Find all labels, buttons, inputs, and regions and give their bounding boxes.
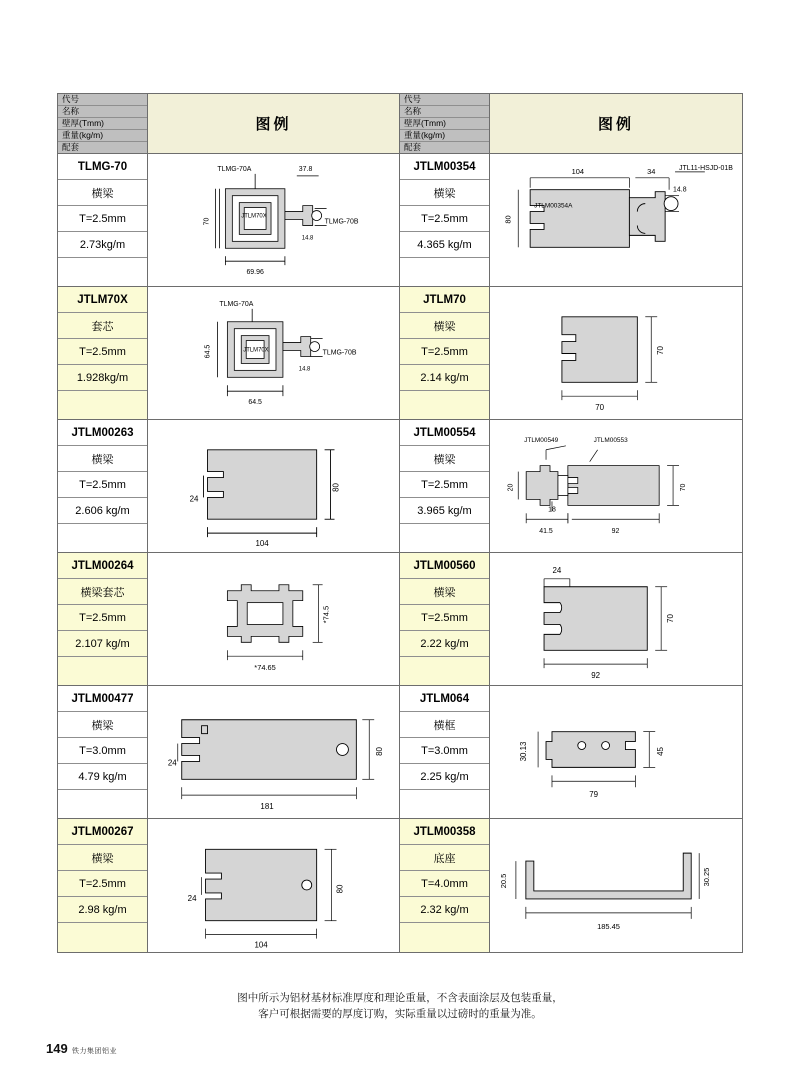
table-row xyxy=(400,686,742,819)
figure-label: 45 xyxy=(656,747,666,756)
figure-label: 24 xyxy=(167,758,177,768)
figure-label: 104 xyxy=(255,539,269,549)
row-spec-cells xyxy=(400,553,490,685)
profile-name: 横梁 xyxy=(400,579,489,605)
footnote xyxy=(57,990,743,1023)
figure-label: 41.5 xyxy=(539,528,553,536)
profile-figure xyxy=(490,287,742,419)
profile-matching xyxy=(400,923,489,952)
table-column-right xyxy=(400,94,742,952)
figure-label: 104 xyxy=(571,166,585,176)
profile-name: 横梁 xyxy=(58,712,147,738)
profile-figure xyxy=(490,420,742,552)
figure-label: 79 xyxy=(589,790,599,800)
row-spec-cells xyxy=(400,420,490,552)
figure-label: 14.8 xyxy=(301,235,314,242)
profile-name: 横梁 xyxy=(58,845,147,871)
page-number: 149 xyxy=(46,1041,68,1056)
profile-thickness: T=2.5mm xyxy=(58,339,147,365)
header-label-thickness: 壁厚(Tmm) xyxy=(400,118,489,130)
profile-matching xyxy=(400,657,489,685)
figure-label: TLMG-70B xyxy=(324,218,359,226)
table-row xyxy=(400,420,742,553)
profile-weight: 2.107 kg/m xyxy=(58,631,147,657)
profile-figure xyxy=(148,686,399,818)
profile-code: JTLM00263 xyxy=(58,420,147,446)
profile-thickness: T=2.5mm xyxy=(400,472,489,498)
profile-matching xyxy=(58,790,147,818)
profile-figure xyxy=(490,819,742,952)
header-label-code: 代号 xyxy=(400,94,489,106)
figure-label: 20 xyxy=(507,483,515,492)
header-label-matching: 配套 xyxy=(404,142,422,153)
profile-code: JTLM00264 xyxy=(58,553,147,579)
figure-label: 64.5 xyxy=(248,399,262,407)
table-row xyxy=(58,819,399,952)
figure-label: 181 xyxy=(260,802,274,812)
header-label-stack xyxy=(58,94,148,153)
profile-code: JTLM00354 xyxy=(400,154,489,180)
profile-weight: 2.22 kg/m xyxy=(400,631,489,657)
profile-weight: 2.98 kg/m xyxy=(58,897,147,923)
profile-thickness: T=2.5mm xyxy=(400,605,489,631)
figure-label: 80 xyxy=(335,884,345,894)
header-label-code: 代号 xyxy=(58,94,147,106)
profile-thickness: T=2.5mm xyxy=(400,206,489,232)
figure-label: 70 xyxy=(679,483,687,492)
figure-label: 20.5 xyxy=(498,873,508,889)
table-header-left xyxy=(58,94,399,154)
header-label-matching: 配套 xyxy=(62,142,80,153)
row-spec-cells xyxy=(400,287,490,419)
figure-label: *74.65 xyxy=(254,663,276,673)
figure-label: 64.5 xyxy=(204,344,212,359)
figure-label: TLMG-70A xyxy=(219,300,254,308)
figure-label: JTLM00553 xyxy=(593,436,628,444)
row-spec-cells xyxy=(58,686,148,818)
row-spec-cells xyxy=(58,420,148,552)
profile-code: JTLM70 xyxy=(400,287,489,313)
footer-logo: 铁力集团铝业 xyxy=(72,1048,117,1055)
profile-thickness: T=2.5mm xyxy=(58,206,147,232)
profile-thickness: T=2.5mm xyxy=(58,605,147,631)
header-label-name: 名称 xyxy=(400,106,489,118)
figure-label: 24 xyxy=(552,565,562,575)
profile-figure xyxy=(490,154,742,286)
profile-name: 横梁 xyxy=(400,180,489,206)
header-label-name: 名称 xyxy=(58,106,147,118)
figure-label: 80 xyxy=(331,483,341,492)
figure-label: JTLM00354A xyxy=(534,202,573,210)
table-row xyxy=(58,420,399,553)
profile-weight: 1.928kg/m xyxy=(58,365,147,391)
figure-label: 70 xyxy=(595,403,605,413)
figure-label: 80 xyxy=(375,747,385,756)
figure-label: 92 xyxy=(611,528,620,536)
figure-label: 30.13 xyxy=(519,741,529,762)
profile-figure xyxy=(148,420,399,552)
profile-figure xyxy=(490,553,742,685)
table-header-right xyxy=(400,94,742,154)
profile-code: TLMG-70 xyxy=(58,154,147,180)
profile-code: JTLM70X xyxy=(58,287,147,313)
profile-matching xyxy=(58,524,147,552)
profile-code: JTLM00560 xyxy=(400,553,489,579)
figure-label: 185.45 xyxy=(597,921,620,931)
figure-label: 30.25 xyxy=(702,867,712,887)
figure-label: JTL11-HSJD-01B xyxy=(679,164,733,172)
figure-label: 14.8 xyxy=(673,186,687,194)
table-row xyxy=(58,154,399,287)
figure-label: JTLM70X xyxy=(243,347,269,354)
header-figure-title: 图例 xyxy=(490,94,742,153)
profile-weight: 2.73kg/m xyxy=(58,232,147,258)
profile-name: 横梁套芯 xyxy=(58,579,147,605)
profile-name: 套芯 xyxy=(58,313,147,339)
figure-label: 92 xyxy=(591,671,601,681)
profile-weight: 4.365 kg/m xyxy=(400,232,489,258)
table-row xyxy=(58,287,399,420)
profile-figure xyxy=(148,154,399,286)
row-spec-cells xyxy=(400,819,490,952)
profile-name: 横梁 xyxy=(400,446,489,472)
figure-label: JTLM70X xyxy=(241,213,267,220)
profile-figure xyxy=(490,686,742,818)
table-row xyxy=(58,553,399,686)
profile-weight: 4.79 kg/m xyxy=(58,764,147,790)
figure-label: *74.5 xyxy=(321,605,331,624)
figure-label: 104 xyxy=(254,940,268,950)
footnote-line-1: 图中所示为铝材基材标准厚度和理论重量，不含表面涂层及包装重量， xyxy=(237,992,563,1004)
figure-label: JTLM00549 xyxy=(524,436,559,444)
row-spec-cells xyxy=(58,553,148,685)
figure-label: 24 xyxy=(189,494,199,504)
header-figure-title: 图例 xyxy=(148,94,399,153)
figure-label: 70 xyxy=(656,346,666,355)
table-row xyxy=(400,287,742,420)
profile-name: 横梁 xyxy=(400,313,489,339)
profile-code: JTLM00477 xyxy=(58,686,147,712)
profile-name: 横梁 xyxy=(58,446,147,472)
profile-weight: 2.14 kg/m xyxy=(400,365,489,391)
figure-label: 70 xyxy=(666,614,676,623)
profile-thickness: T=2.5mm xyxy=(58,871,147,897)
table-row xyxy=(400,819,742,952)
profile-code: JTLM00358 xyxy=(400,819,489,845)
profile-matching xyxy=(400,790,489,818)
figure-label: 18 xyxy=(548,506,556,514)
figure-label: TLMG-70A xyxy=(217,165,252,173)
profile-matching xyxy=(58,258,147,286)
figure-label: 34 xyxy=(647,166,656,176)
figure-label: 24 xyxy=(187,893,197,903)
profile-weight: 2.32 kg/m xyxy=(400,897,489,923)
header-label-weight: 重量(kg/m) xyxy=(58,130,147,142)
profile-name: 横框 xyxy=(400,712,489,738)
figure-label: 69.96 xyxy=(246,269,264,277)
profile-thickness: T=3.0mm xyxy=(400,738,489,764)
bottom-bar xyxy=(0,1074,800,1085)
row-spec-cells xyxy=(58,287,148,419)
profile-thickness: T=2.5mm xyxy=(58,472,147,498)
profile-matching xyxy=(400,524,489,552)
profile-thickness: T=3.0mm xyxy=(58,738,147,764)
profile-name: 底座 xyxy=(400,845,489,871)
header-label-thickness: 壁厚(Tmm) xyxy=(58,118,147,130)
profile-weight: 2.25 kg/m xyxy=(400,764,489,790)
table-row xyxy=(400,553,742,686)
row-spec-cells xyxy=(400,686,490,818)
profile-matching xyxy=(58,391,147,419)
row-spec-cells xyxy=(58,819,148,952)
figure-label: 14.8 xyxy=(298,366,311,373)
footnote-line-2: 客户可根据需要的厚度订购，实际重量以过磅时的重量为准。 xyxy=(258,1008,542,1021)
figure-label: 70 xyxy=(203,217,211,226)
header-label-weight: 重量(kg/m) xyxy=(400,130,489,142)
profile-matching xyxy=(400,258,489,286)
profile-name: 横梁 xyxy=(58,180,147,206)
profile-matching xyxy=(400,391,489,419)
profile-code: JTLM064 xyxy=(400,686,489,712)
profile-figure xyxy=(148,287,399,419)
profile-matching xyxy=(58,923,147,952)
profile-weight: 3.965 kg/m xyxy=(400,498,489,524)
profile-code: JTLM00267 xyxy=(58,819,147,845)
figure-label: 80 xyxy=(503,215,513,224)
row-spec-cells xyxy=(400,154,490,286)
table-row xyxy=(400,154,742,287)
header-label-stack xyxy=(400,94,490,153)
profile-matching xyxy=(58,657,147,685)
row-spec-cells xyxy=(58,154,148,286)
table-row xyxy=(58,686,399,819)
profile-weight: 2.606 kg/m xyxy=(58,498,147,524)
profile-thickness: T=4.0mm xyxy=(400,871,489,897)
profile-code: JTLM00554 xyxy=(400,420,489,446)
profile-figure xyxy=(148,819,399,952)
figure-label: 37.8 xyxy=(298,165,313,173)
table-column-left xyxy=(58,94,400,952)
profile-table xyxy=(57,93,743,953)
figure-label: TLMG-70B xyxy=(322,349,357,357)
profile-thickness: T=2.5mm xyxy=(400,339,489,365)
profile-figure xyxy=(148,553,399,685)
